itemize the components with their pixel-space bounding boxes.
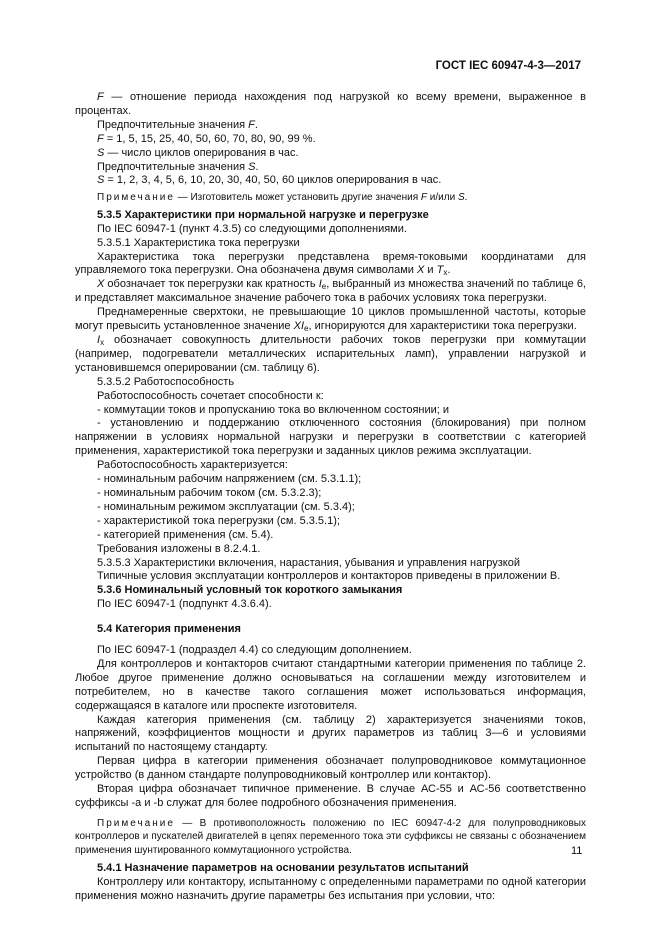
paragraph-text: обозначает ток перегрузки как кратность — [104, 278, 319, 291]
paragraph-operability-characterized: Работоспособность характеризуется: — [97, 459, 288, 472]
paragraph-text: = 1, 5, 15, 25, 40, 50, 60, 70, 80, 90, 99 %. — [103, 132, 316, 145]
note-1 — [75, 191, 586, 205]
paragraph-s-values — [75, 174, 586, 188]
list-item: - номинальным режимом эксплуатации (см. 5.3.4); — [97, 500, 355, 513]
paragraph-category-characterized: Каждая категория применения (см. таблицу 2) характеризуется значениями токов, напряжений, коэффициентов мощности и других параметров из таблиц 3—6 и условиями испытаний по настоящему стандарту. — [75, 713, 586, 754]
paragraph-assignment-conditions: Контроллеру или контактору, испытанному с определенными параметрами по одной категории применения можно назначить другие параметры без испытания при условии, что: — [75, 876, 586, 903]
subscript: x — [100, 338, 105, 347]
paragraph-f-preferred-label — [75, 119, 586, 133]
paragraph-text: , игнорируются для характеристики тока перегрузки. — [308, 320, 577, 333]
paragraph-requirements-ref: Требования изложены в 8.2.4.1. — [97, 542, 261, 555]
list-item: - номинальным рабочим напряжением (см. 5.3.1.1); — [97, 473, 362, 486]
paragraph-text: Предпочтительные значения — [97, 118, 249, 131]
paragraph-text: , выбранный из множества значений по таблице 6, и представляет максимальное значение рабочего тока в рабочих условиях тока перегрузки. — [75, 278, 586, 305]
heading-5-4-1: 5.4.1 Назначение параметров на основании результатов испытаний — [97, 862, 469, 875]
paragraph-f-values — [75, 133, 586, 147]
paragraph-text: . — [447, 264, 451, 277]
variable-xi: XI — [293, 320, 305, 333]
subscript: x — [443, 268, 448, 278]
paragraph-text: — число циклов оперирования в час. — [104, 146, 299, 159]
variable-i: I — [97, 334, 101, 346]
note-2 — [75, 817, 586, 858]
document-code-header: ГОСТ IEC 60947-4-3—2017 — [435, 60, 581, 72]
paragraph-text: Предпочтительные значения — [97, 160, 249, 173]
variable-f: F — [420, 192, 428, 204]
paragraph-intentional-overcurrents — [75, 306, 586, 334]
note-text: В противоположность положению по IEC 60947-4-2 для полупроводниковых контроллеров и пускателей двигателей в цепях переменного тока эти суффиксы не связаны с обозначением применения шунтированного коммутационного устройства. — [75, 817, 586, 856]
paragraph-s-definition — [75, 147, 586, 161]
paragraph-operability-intro: Работоспособность сочетает способности к: — [97, 389, 324, 402]
paragraph-s-preferred-label — [75, 161, 586, 175]
note-text: . — [464, 192, 468, 204]
paragraph-ix-definition — [75, 334, 586, 376]
heading-5-3-5-3: 5.3.5.3 Характеристики включения, нарастания, убывания и управления нагрузкой — [97, 556, 520, 569]
heading-5-3-5-2: 5.3.5.2 Работоспособность — [97, 375, 235, 388]
note-text: и/или — [427, 192, 458, 204]
paragraph-first-digit: Первая цифра в категории применения обозначает полупроводниковое коммутационное устройство (в данном стандарте полупроводниковый контроллер или контактор). — [75, 755, 586, 782]
paragraph-text: и — [424, 264, 437, 277]
note-dash: — — [174, 192, 191, 204]
note-dash: — — [174, 817, 200, 829]
paragraph-text: Характеристика тока перегрузки представлена время-токовыми координатами для управляемого тока перегрузки. Она обозначена двумя символами — [75, 250, 586, 277]
subscript: e — [321, 282, 327, 292]
variable-s: S — [97, 174, 105, 187]
variable-s: S — [457, 192, 465, 204]
paragraph-typical-conditions: Типичные условия эксплуатации контроллеров и контакторов приведены в приложении В. — [97, 570, 561, 583]
paragraph-f-definition — [75, 91, 586, 119]
paragraph-5-4-intro: По IEC 60947-1 (подраздел 4.4) со следующим дополнением. — [97, 644, 412, 657]
page-number: 11 — [571, 845, 583, 857]
variable-f: F — [97, 132, 104, 145]
variable-x: X — [97, 278, 105, 291]
heading-5-3-5-1: 5.3.5.1 Характеристика тока перегрузки — [97, 236, 300, 249]
paragraph-overload-characteristic — [75, 251, 586, 279]
subscript: e — [304, 324, 309, 334]
list-item: - характеристикой тока перегрузки (см. 5.3.5.1); — [97, 514, 340, 527]
heading-5-3-6: 5.3.6 Номинальный условный ток короткого замыкания — [97, 584, 403, 597]
paragraph-text: обозначает совокупность длительности рабочих токов перегрузки при коммутации (например, подогреватели металлических испарительных ламп), управлении нагрузкой и установившемся оперировании (см. таблицу 6). — [75, 334, 586, 374]
paragraph-text: — отношение периода нахождения под нагрузкой ко всему времени, выраженное в процентах. — [75, 91, 586, 117]
paragraph-standard-categories: Для контроллеров и контакторов считают стандартными категории применения по таблице 2. Любое другое применение должно основываться на соглашении между изготовителем и потребителем, но в качестве такого соглашения может использоваться информация, содержащаяся в каталоге или проспекте изготовителя. — [75, 657, 586, 712]
paragraph-second-digit: Вторая цифра обозначает типичное применение. В случае АС-55 и АС-56 соответственно суффиксы -a и -b служат для более подробного обозначения применения. — [75, 783, 586, 809]
paragraph-text: . — [255, 160, 259, 173]
note-text: Изготовитель может установить другие значения — [190, 192, 421, 204]
note-label: Примечание — [97, 192, 175, 204]
heading-5-3-5: 5.3.5 Характеристики при нормальной нагрузке и перегрузке — [97, 208, 429, 221]
variable-f: F — [248, 118, 255, 131]
paragraph-5-3-6-ref: По IEC 60947-1 (подпункт 4.3.6.4). — [97, 598, 272, 611]
variable-s: S — [97, 146, 105, 159]
variable-s: S — [248, 160, 256, 173]
document-body — [75, 91, 586, 904]
paragraph-5-3-5-intro: По IEC 60947-1 (пункт 4.3.5) со следующими дополнениями. — [97, 222, 407, 235]
heading-5-4: 5.4 Категория применения — [97, 623, 241, 636]
variable-t: T — [436, 264, 444, 277]
paragraph-x-definition — [75, 278, 586, 306]
variable-i: I — [318, 278, 322, 291]
paragraph-text: = 1, 2, 3, 4, 5, 6, 10, 20, 30, 40, 50, 60 циклов оперирования в час. — [104, 174, 442, 187]
paragraph-text: . — [254, 118, 258, 131]
variable-x: X — [416, 264, 425, 277]
list-item: - номинальным рабочим током (см. 5.3.2.3); — [97, 486, 322, 499]
list-item: - коммутации токов и пропусканию тока во включенном состоянии; и — [97, 403, 450, 416]
paragraph-text: Преднамеренные сверхтоки, не превышающие 10 циклов промышленной частоты, которые могут превысить установленное значение — [75, 306, 586, 333]
variable-f: F — [97, 91, 104, 103]
note-label: Примечание — [97, 817, 175, 829]
list-item: - установлению и поддержанию отключенного состояния (блокирования) при полном напряжении в условиях нормальной нагрузки и перегрузки в соответствии с категорией применения, характеристикой тока перегрузки и заданных циклов режима эксплуатации. — [75, 417, 586, 458]
list-item: - категорией применения (см. 5.4). — [97, 528, 274, 541]
